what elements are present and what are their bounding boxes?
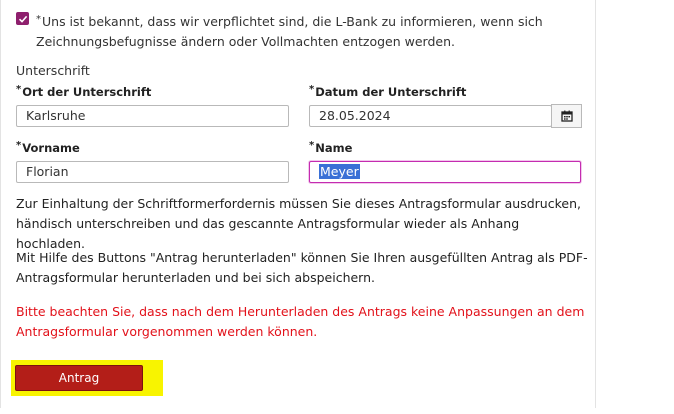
calendar-button[interactable]: [551, 104, 582, 128]
last-name-label: [309, 140, 352, 155]
info-paragraph-download: Mit Hilfe des Buttons "Antrag herunterladen" können Sie Ihren ausgefüllten Antrag als PDF-Antragsformular herunterladen und bei sich abspeichern.: [16, 250, 588, 285]
consent-text: [36, 10, 584, 52]
panel-right-border: [595, 0, 596, 408]
first-name-label-text: Vorname: [22, 141, 80, 155]
info-paragraph-scan: Zur Einhaltung der Schriftformerfordernis müssen Sie dieses Antragsformular ausdrucken, händisch unterschreiben und das gescannte Antragsformular wieder als Anhang hochladen.: [16, 196, 581, 251]
last-name-input[interactable]: [309, 161, 581, 183]
required-marker: *: [309, 84, 315, 95]
section-title: Unterschrift: [16, 63, 90, 78]
warning-text: Bitte beachten Sie, dass nach dem Herunterladen des Antrags keine Anpassungen an dem Antragsformular vorgenommen werden können.: [16, 304, 585, 339]
consent-checkbox[interactable]: [16, 12, 29, 25]
required-marker: *: [36, 14, 41, 25]
date-input[interactable]: 28.05.2024: [309, 105, 552, 127]
checkmark-icon: [18, 14, 28, 24]
required-marker: *: [16, 140, 22, 151]
download-application-button[interactable]: Antrag herunterladen: [15, 365, 143, 391]
required-marker: *: [16, 84, 22, 95]
place-input[interactable]: Karlsruhe: [16, 105, 289, 127]
required-marker: *: [309, 140, 315, 151]
first-name-input[interactable]: Florian: [16, 161, 289, 183]
date-label-text: Datum der Unterschrift: [315, 85, 467, 99]
date-label: [309, 84, 466, 99]
selected-text: Meyer: [320, 164, 359, 179]
last-name-label-text: Name: [315, 141, 353, 155]
consent-label: Uns ist bekannt, dass wir verpflichtet sind, die L-Bank zu informieren, wenn sich Zeichnungsbefugnisse ändern oder Vollmachten entzogen werden.: [36, 14, 543, 49]
place-label-text: Ort der Unterschrift: [22, 85, 152, 99]
first-name-label: [16, 140, 80, 155]
panel-left-border: [0, 0, 1, 408]
calendar-icon: [561, 110, 573, 122]
place-label: [16, 84, 151, 99]
